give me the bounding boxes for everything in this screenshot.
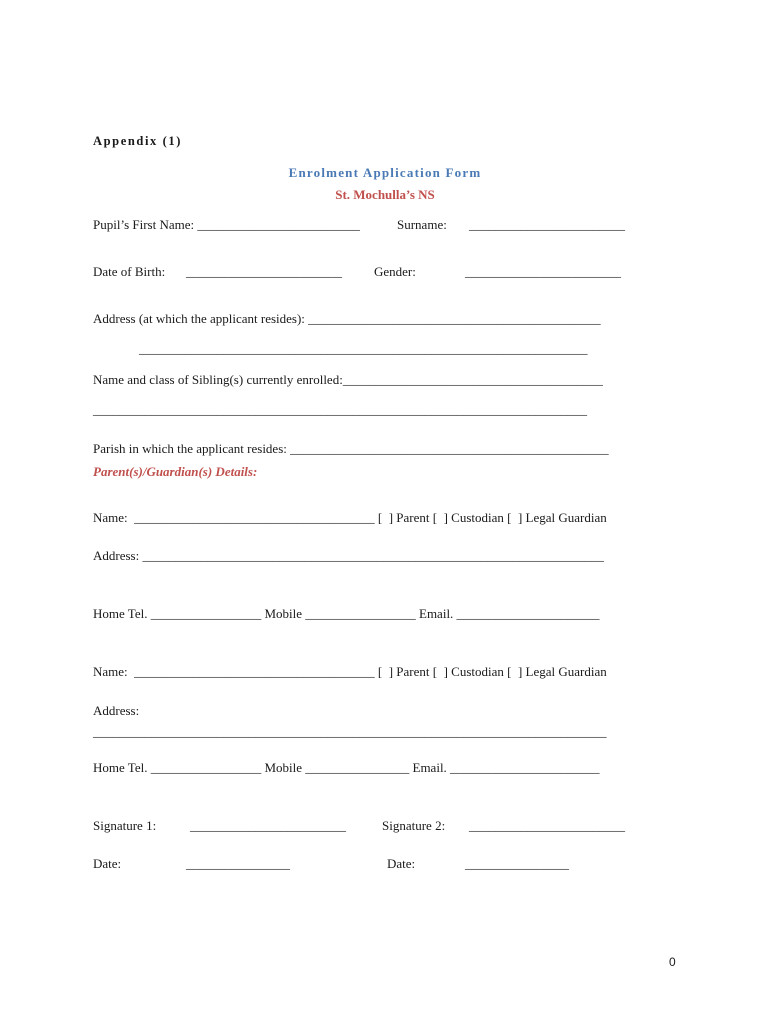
guardian-1-address-field[interactable]: Address: _______________________________________________________________________ bbox=[93, 548, 604, 563]
gender-field[interactable]: ________________________ bbox=[465, 264, 621, 279]
signature-1-label: Signature 1: bbox=[93, 818, 157, 833]
siblings-line-2[interactable]: ____________________________________________________________________________ bbox=[93, 402, 587, 417]
page-number: 0 bbox=[669, 955, 676, 969]
guardians-section-title: Parent(s)/Guardian(s) Details: bbox=[93, 464, 258, 479]
date-2-label: Date: bbox=[387, 856, 416, 871]
dob-label: Date of Birth: bbox=[93, 264, 166, 279]
date-1-field[interactable]: ________________ bbox=[186, 856, 290, 871]
signature-2-field[interactable]: ________________________ bbox=[469, 818, 625, 833]
guardian-2-address-field[interactable]: _______________________________________________________________________________ bbox=[93, 724, 607, 739]
applicant-address-line-2[interactable]: _____________________________________________________________________ bbox=[139, 341, 588, 356]
surname-label: Surname: bbox=[397, 217, 447, 232]
guardian-2-name-field[interactable]: Name: _____________________________________ [ ] Parent [ ] Custodian [ ] Legal Guardian bbox=[93, 664, 607, 679]
surname-field[interactable]: ________________________ bbox=[469, 217, 625, 232]
guardian-2-contacts[interactable]: Home Tel. _________________ Mobile ________________ Email. _______________________ bbox=[93, 760, 600, 775]
pupil-first-name-field[interactable]: Pupil’s First Name: _________________________ bbox=[93, 217, 360, 232]
guardian-2-address-label: Address: bbox=[93, 703, 140, 718]
form-title: Enrolment Application Form bbox=[288, 165, 482, 180]
date-1-label: Date: bbox=[93, 856, 122, 871]
gender-label: Gender: bbox=[374, 264, 416, 279]
siblings-field[interactable]: Name and class of Sibling(s) currently enrolled:________________________________________ bbox=[93, 372, 603, 387]
dob-field[interactable]: ________________________ bbox=[186, 264, 342, 279]
signature-1-field[interactable]: ________________________ bbox=[190, 818, 346, 833]
parish-field[interactable]: Parish in which the applicant resides: _________________________________________________ bbox=[93, 441, 609, 456]
appendix-heading: Appendix (1) bbox=[93, 134, 183, 148]
school-name: St. Mochulla’s NS bbox=[335, 187, 435, 202]
guardian-1-name-field[interactable]: Name: _____________________________________ [ ] Parent [ ] Custodian [ ] Legal Guardian bbox=[93, 510, 607, 525]
guardian-1-contacts[interactable]: Home Tel. _________________ Mobile _________________ Email. ______________________ bbox=[93, 606, 600, 621]
date-2-field[interactable]: ________________ bbox=[465, 856, 569, 871]
applicant-address-field[interactable]: Address (at which the applicant resides): _____________________________________________ bbox=[93, 311, 601, 326]
signature-2-label: Signature 2: bbox=[382, 818, 446, 833]
